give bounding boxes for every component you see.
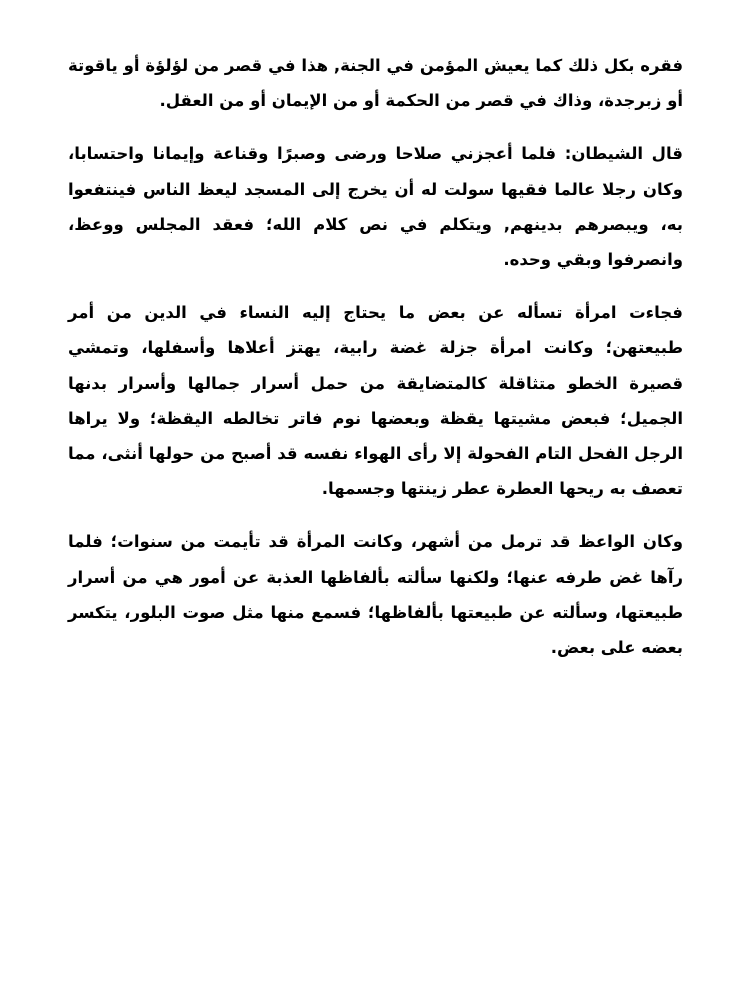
paragraph-3: فجاءت امرأة تسأله عن بعض ما يحتاج إليه النساء في الدين من أمر طبيعتهن؛ وكانت امرأة جزلة غضة رابية، يهتز أعلاها وأسفلها، وتمشي قصيرة الخطو متثاقلة كالمتضايقة من حمل أسرار جمالها وأسرار بدنها الجميل؛ فبعض مشيتها يقظة وبعضها نوم فاتر تخالطه اليقظة؛ ولا يراها الرجل الفحل التام الفحولة إلا رأى الهواء نفسه قد أصبح من حولها أنثى، مما تعصف به ريحها العطرة عطر زينتها وجسمها.: [68, 303, 683, 499]
paragraph-1: فقره بكل ذلك كما يعيش المؤمن في الجنة, هذا في قصر من لؤلؤة أو ياقوتة أو زبرجدة، وذاك في قصر من الحكمة أو من الإيمان أو من العقل.: [68, 56, 683, 111]
document-page: [68, 48, 683, 683]
paragraph-2: قال الشيطان: فلما أعجزني صلاحا ورضى وصبرًا وقناعة وإيمانا واحتسابا، وكان رجلا عالما فقيها سولت له أن يخرج إلى المسجد ليعظ الناس فينتفعوا به، ويبصرهم بدينهم, ويتكلم في نص كلام الله؛ فعقد المجلس ووعظ، وانصرفوا وبقي وحده.: [68, 144, 683, 270]
paragraph-4: وكان الواعظ قد ترمل من أشهر، وكانت المرأة قد تأيمت من سنوات؛ فلما رآها غض طرفه عنها؛ ولكنها سألته بألفاظها العذبة عن أمور هي من أسرار طبيعتها، وسألته عن طبيعتها بألفاظها؛ فسمع منها مثل صوت البلور، يتكسر بعضه على بعض.: [68, 532, 683, 658]
